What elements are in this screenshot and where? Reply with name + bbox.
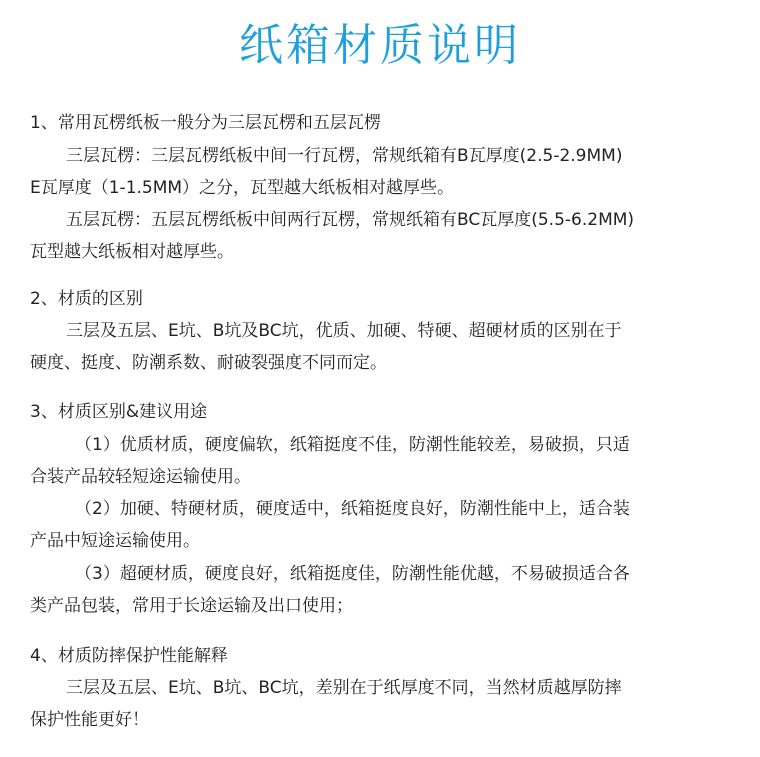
section-4-line-1: 三层及五层、E坑、B坑、BC坑，差别在于纸厚度不同，当然材质越厚防摔 bbox=[66, 678, 622, 698]
page-title: 纸箱材质说明 bbox=[239, 20, 521, 71]
section-3-line-5: （3）超硬材质，硬度良好，纸箱挺度佳，防潮性能优越，不易破损适合各 bbox=[75, 564, 630, 584]
section-3-line-1: （1）优质材质，硬度偏软，纸箱挺度不佳，防潮性能较差，易破损，只适 bbox=[75, 435, 630, 455]
section-1-line-3: 五层瓦楞：五层瓦楞纸板中间两行瓦楞，常规纸箱有BC瓦厚度(5.5-6.2MM) bbox=[66, 210, 635, 230]
section-2-line-1: 三层及五层、E坑、B坑及BC坑，优质、加硬、特硬、超硬材质的区别在于 bbox=[66, 321, 622, 341]
section-2-line-2: 硬度、挺度、防潮系数、耐破裂强度不同而定。 bbox=[30, 353, 387, 373]
section-4-heading: 4、材质防摔保护性能解释 bbox=[30, 646, 228, 666]
section-3-line-2: 合装产品较轻短途运输使用。 bbox=[30, 467, 251, 487]
section-4-line-2: 保护性能更好！ bbox=[30, 710, 149, 730]
section-3-line-3: （2）加硬、特硬材质，硬度适中，纸箱挺度良好，防潮性能中上，适合装 bbox=[75, 499, 630, 519]
section-1-heading: 1、常用瓦楞纸板一般分为三层瓦楞和五层瓦楞 bbox=[30, 113, 381, 133]
section-1-line-1: 三层瓦楞：三层瓦楞纸板中间一行瓦楞，常规纸箱有B瓦厚度(2.5-2.9MM) bbox=[66, 146, 623, 166]
section-3-heading: 3、材质区别&建议用途 bbox=[30, 402, 208, 422]
section-1-line-2: E瓦厚度（1-1.5MM）之分，瓦型越大纸板相对越厚些。 bbox=[30, 178, 455, 198]
section-3-line-4: 产品中短途运输使用。 bbox=[30, 531, 200, 551]
section-3-line-6: 类产品包装，常用于长途运输及出口使用； bbox=[30, 596, 353, 616]
section-2-heading: 2、材质的区别 bbox=[30, 289, 143, 309]
section-1-line-4: 瓦型越大纸板相对越厚些。 bbox=[30, 242, 234, 262]
